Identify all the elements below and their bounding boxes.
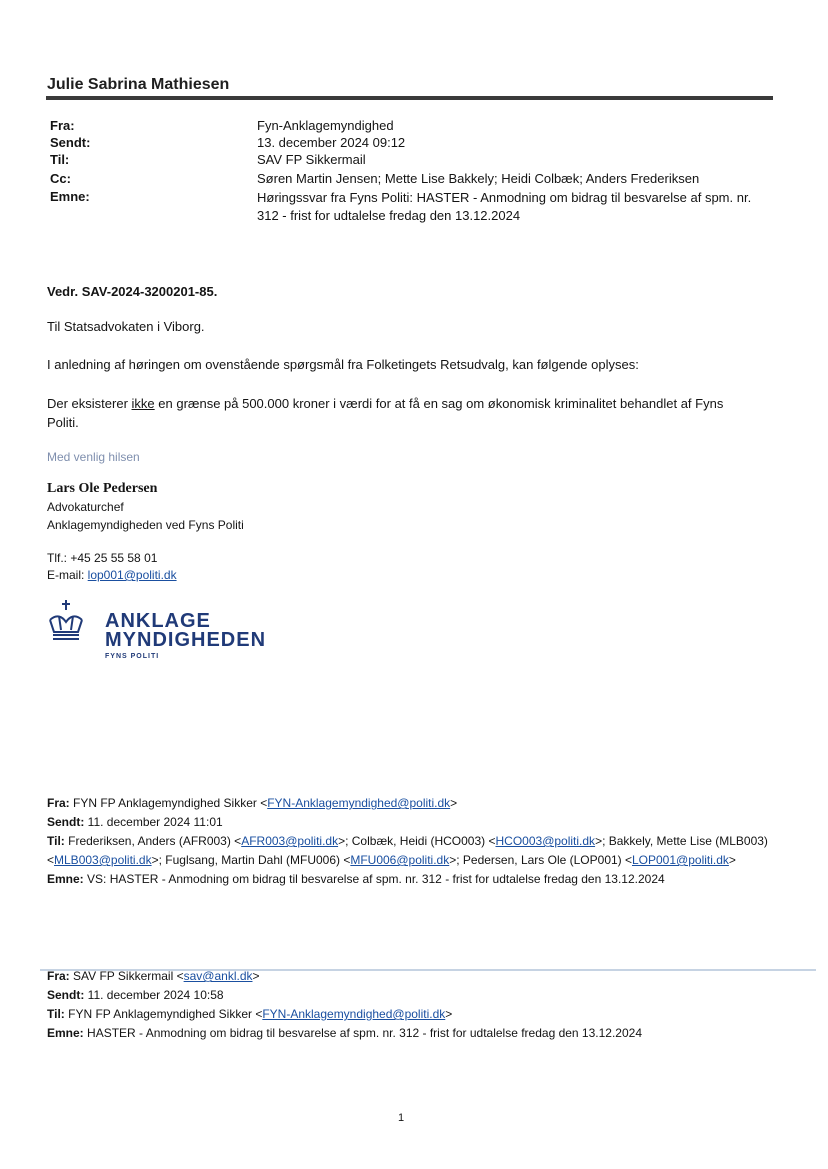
fw1-emne-value: VS: HASTER - Anmodning om bidrag til besvarelse af spm. nr. 312 - frist for udtalelse fredag den 13.12.2024 bbox=[83, 872, 665, 886]
til-value: SAV FP Sikkermail bbox=[257, 152, 366, 167]
agency-logo bbox=[46, 598, 276, 670]
fw2-til-line bbox=[47, 1005, 772, 1024]
logo-line-3: FYNS POLITI bbox=[105, 653, 160, 660]
header-divider bbox=[46, 96, 773, 100]
fw1-til-email-4[interactable]: MFU006@politi.dk bbox=[350, 853, 450, 867]
fw2-emne-value: HASTER - Anmodning om bidrag til besvarelse af spm. nr. 312 - frist for udtalelse fredag den 13.12.2024 bbox=[83, 1026, 642, 1040]
fw1-fra-email[interactable]: FYN-Anklagemyndighed@politi.dk bbox=[267, 796, 451, 810]
fw2-emne-line bbox=[47, 1024, 772, 1043]
fw1-fra-line bbox=[47, 794, 772, 813]
logo-line-1: ANKLAGE bbox=[105, 610, 211, 632]
emne-label: Emne: bbox=[50, 189, 90, 204]
cc-value: Søren Martin Jensen; Mette Lise Bakkely; Heidi Colbæk; Anders Frederiksen bbox=[257, 171, 700, 186]
answer-paragraph bbox=[47, 394, 757, 432]
fw1-til-line bbox=[47, 832, 772, 870]
fw2-til-label: Til: bbox=[47, 1007, 65, 1021]
signature-email-link[interactable]: lop001@politi.dk bbox=[87, 568, 177, 582]
forward-header-1 bbox=[47, 794, 772, 889]
til-label: Til: bbox=[50, 152, 70, 167]
email-label: E-mail: bbox=[47, 568, 88, 582]
emne-value: Høringssvar fra Fyns Politi: HASTER - Anmodning om bidrag til besvarelse af spm. nr. 312 - frist for udtalelse fredag den 13.12.2024 bbox=[257, 190, 752, 223]
fw1-fra-close: > bbox=[450, 796, 458, 810]
fw1-sendt-value: 11. december 2024 11:01 bbox=[84, 815, 223, 829]
sendt-label: Sendt: bbox=[50, 135, 91, 150]
signature-phone: Tlf.: +45 25 55 58 01 bbox=[47, 551, 158, 565]
fw1-til-t6: > bbox=[728, 853, 736, 867]
fw2-emne-label: Emne: bbox=[47, 1026, 84, 1040]
fw2-fra-email[interactable]: sav@ankl.dk bbox=[183, 969, 253, 983]
fw2-sendt-label: Sendt: bbox=[47, 988, 85, 1002]
sender-name: Julie Sabrina Mathiesen bbox=[47, 76, 230, 93]
fw2-til-close: > bbox=[445, 1007, 453, 1021]
fw1-til-t2: >; Colbæk, Heidi (HCO003) < bbox=[338, 834, 496, 848]
fw1-til-t5: >; Pedersen, Lars Ole (LOP001) < bbox=[449, 853, 632, 867]
fw1-emne-label: Emne: bbox=[47, 872, 84, 886]
fw1-til-t1: Frederiksen, Anders (AFR003) < bbox=[64, 834, 242, 848]
fw1-sendt-label: Sendt: bbox=[47, 815, 85, 829]
fw2-fra-label: Fra: bbox=[47, 969, 70, 983]
case-reference: Vedr. SAV-2024-3200201-85. bbox=[47, 284, 218, 299]
fw2-fra-close: > bbox=[252, 969, 260, 983]
page-number: 1 bbox=[398, 1112, 405, 1124]
logo-line-2: MYNDIGHEDEN bbox=[105, 629, 267, 651]
fw2-til-text: FYN FP Anklagemyndighed Sikker < bbox=[64, 1007, 263, 1021]
fw1-fra-text: FYN FP Anklagemyndighed Sikker < bbox=[69, 796, 268, 810]
fw1-til-t4: >; Fuglsang, Martin Dahl (MFU006) < bbox=[151, 853, 351, 867]
answer-pre: Der eksisterer bbox=[47, 396, 132, 411]
fra-label: Fra: bbox=[50, 118, 75, 133]
forward-header-2 bbox=[47, 967, 772, 1043]
fw1-til-email-5[interactable]: LOP001@politi.dk bbox=[632, 853, 729, 867]
fra-value: Fyn-Anklagemyndighed bbox=[257, 118, 394, 133]
sendt-value: 13. december 2024 09:12 bbox=[257, 135, 406, 150]
fw2-sendt-value: 11. december 2024 10:58 bbox=[84, 988, 224, 1002]
fw2-sendt-line bbox=[47, 986, 772, 1005]
answer-emphasis: ikke bbox=[131, 396, 155, 411]
signature-name: Lars Ole Pedersen bbox=[47, 481, 158, 496]
fw1-til-email-2[interactable]: HCO003@politi.dk bbox=[495, 834, 596, 848]
fw1-til-label: Til: bbox=[47, 834, 65, 848]
fw2-til-email[interactable]: FYN-Anklagemyndighed@politi.dk bbox=[262, 1007, 446, 1021]
answer-post: en grænse på 500.000 kroner i værdi for at få en sag om økonomisk kriminalitet behandlet af Fyns Politi. bbox=[47, 396, 724, 430]
greeting: Med venlig hilsen bbox=[47, 450, 140, 464]
signature-org: Anklagemyndigheden ved Fyns Politi bbox=[47, 518, 244, 532]
intro-paragraph: I anledning af høringen om ovenstående spørgsmål fra Folketingets Retsudvalg, kan følgende oplyses: bbox=[47, 357, 639, 372]
signature-email-line bbox=[47, 567, 177, 583]
fw1-til-t3: >; Bakkely, Mette Lise (MLB003) < bbox=[47, 834, 768, 867]
fw1-til-email-3[interactable]: MLB003@politi.dk bbox=[54, 853, 152, 867]
crown-icon bbox=[46, 598, 86, 650]
fw1-sendt-line bbox=[47, 813, 772, 832]
signature-title: Advokaturchef bbox=[47, 500, 124, 514]
cc-label: Cc: bbox=[50, 171, 71, 186]
salutation: Til Statsadvokaten i Viborg. bbox=[47, 319, 205, 334]
fw2-fra-text: SAV FP Sikkermail < bbox=[69, 969, 184, 983]
fw2-fra-line bbox=[47, 967, 772, 986]
fw1-fra-label: Fra: bbox=[47, 796, 70, 810]
fw1-emne-line bbox=[47, 870, 772, 889]
fw1-til-email-1[interactable]: AFR003@politi.dk bbox=[241, 834, 339, 848]
